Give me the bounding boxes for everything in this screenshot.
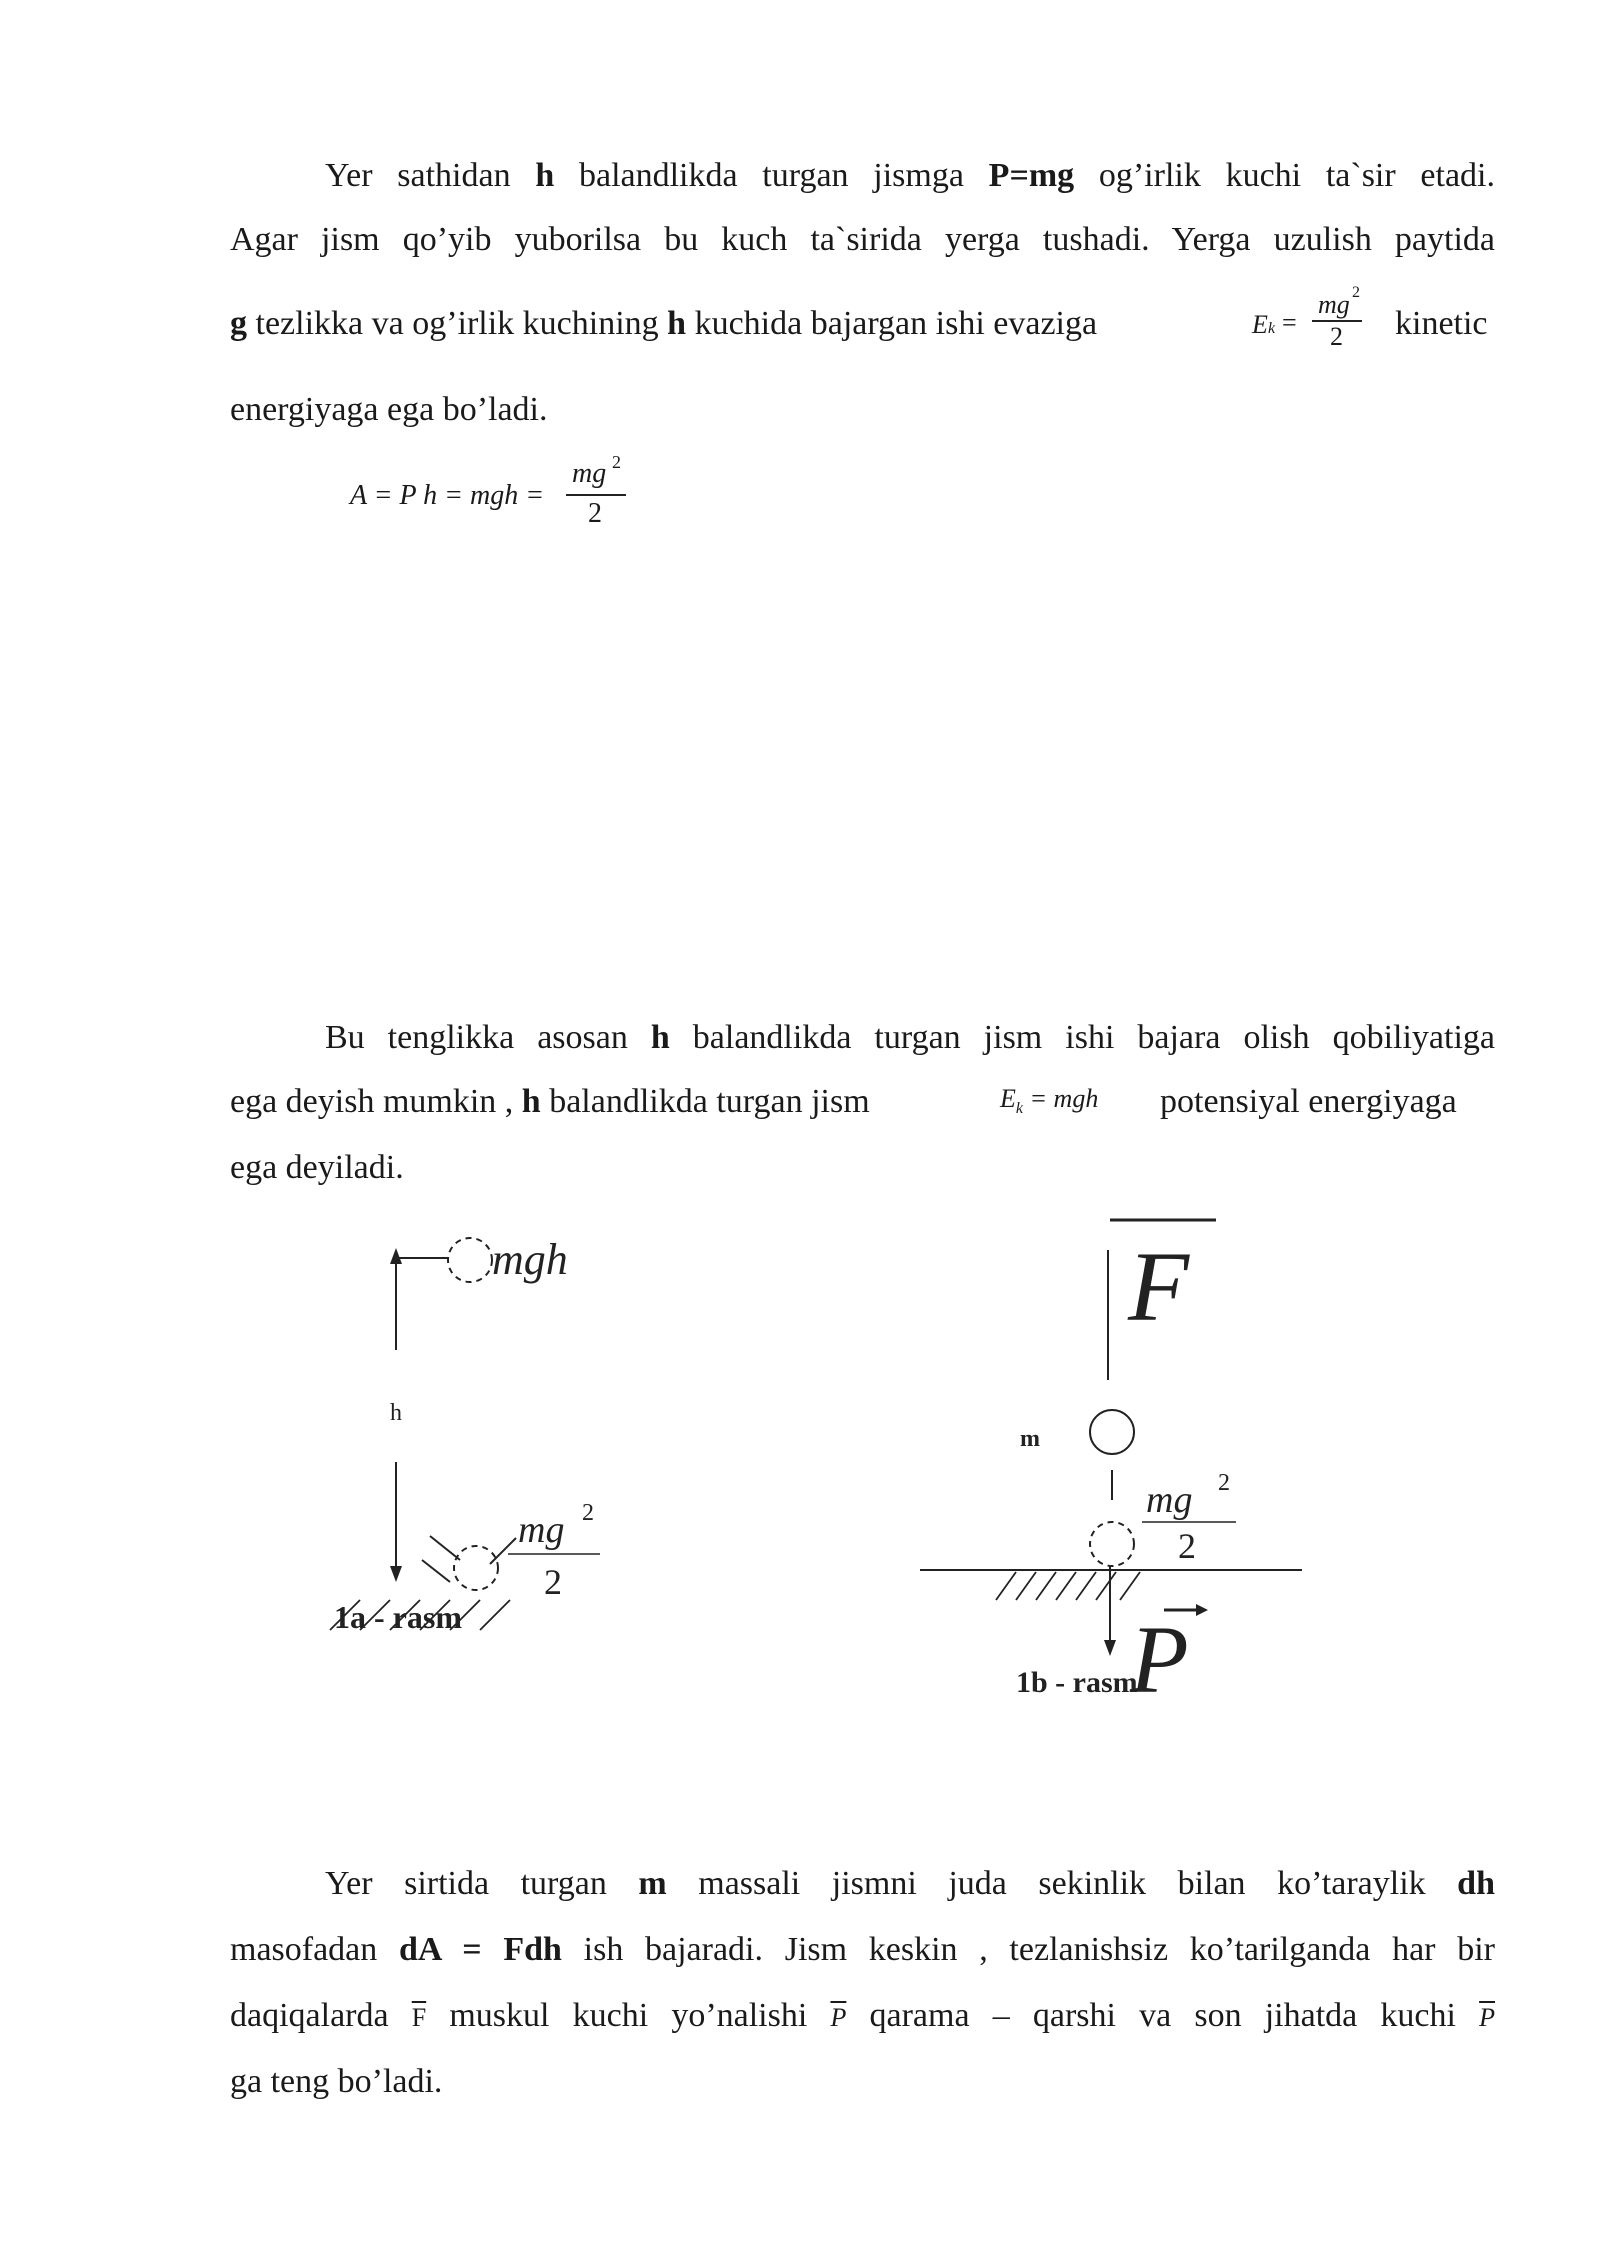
figure-1b [910,1200,1330,1720]
para1-kinetic: kinetic [1395,305,1488,342]
weight-label: P [1130,1606,1189,1713]
para2-line1: Bu tenglikka asosan h balandlikda turgan jism ishi bajara olish qobiliyatiga [325,1019,1495,1056]
fig-b-num: mg [1146,1479,1193,1521]
fig-b-sq: 2 [1218,1470,1230,1496]
para3-line2: masofadan dA = Fdh ish bajaradi. Jism keskin , tezlanishsiz ko’tarilganda har bir [230,1931,1495,1968]
work-fraction-bar [566,494,626,496]
fig-b-den: 2 [1178,1526,1196,1566]
force-label: F [1128,1231,1190,1342]
work-formula: A = P h = mgh = mg 2 2 [350,458,650,538]
para3-line1: Yer sirtida turgan m massali jismni juda sekinlik bilan ko’taraylik dh [325,1865,1495,1902]
h-label: h [390,1400,402,1426]
para2-potensiyal: potensiyal energiyaga [1160,1083,1457,1120]
para3-line3: daqiqalarda $\overline{F}$ muskul kuchi yo’nalishi $\overline{P}$ qarama – qarshi va son jihatda kuchi $\overline{P}$ [230,1997,1495,2034]
para2-line2: ega deyish mumkin , h balandlikda turgan jism [230,1083,870,1120]
caption-1a: 1a - rasm [334,1599,462,1635]
fig-a-num: mg [518,1509,565,1551]
potential-formula-inline: $E_k$ = mgh [1000,1084,1099,1118]
F-vector: $\overline{F}$ [411,2003,427,2032]
P-vector-2: $\overline{P}$ [1479,2003,1495,2032]
figure-1a [320,1230,720,1650]
ball-bottom [454,1546,498,1590]
fig-a-den: 2 [544,1562,562,1602]
para1-line3: g tezlikka va og’irlik kuchining h kuchida bajargan ishi evaziga [230,305,1098,342]
ek-formula-inline: E k = mg 2 2 [1252,284,1360,351]
para1-line4: energiyaga ega bo’ladi. [230,391,548,428]
ball-ground [1090,1522,1134,1566]
mgh-label: mgh [492,1235,568,1284]
ball-top [448,1238,492,1282]
fig-a-sq: 2 [582,1500,594,1526]
para1-line2: Agar jism qo’yib yuborilsa bu kuch ta`sirida yerga tushadi. Yerga uzulish paytida [230,221,1495,258]
para1-line1: Yer sathidan h balandlikda turgan jismga P=mg og’irlik kuchi ta`sir etadi. [325,157,1495,194]
P-vector: $\overline{P}$ [830,2003,847,2032]
mass-label: m [1020,1426,1040,1452]
ground-hatch-b [996,1572,1140,1600]
para2-line3: ega deyiladi. [230,1149,404,1186]
caption-1b: 1b - rasm [1016,1666,1138,1699]
para3-line4: ga teng bo’ladi. [230,2063,443,2100]
ball-up [1090,1410,1134,1454]
